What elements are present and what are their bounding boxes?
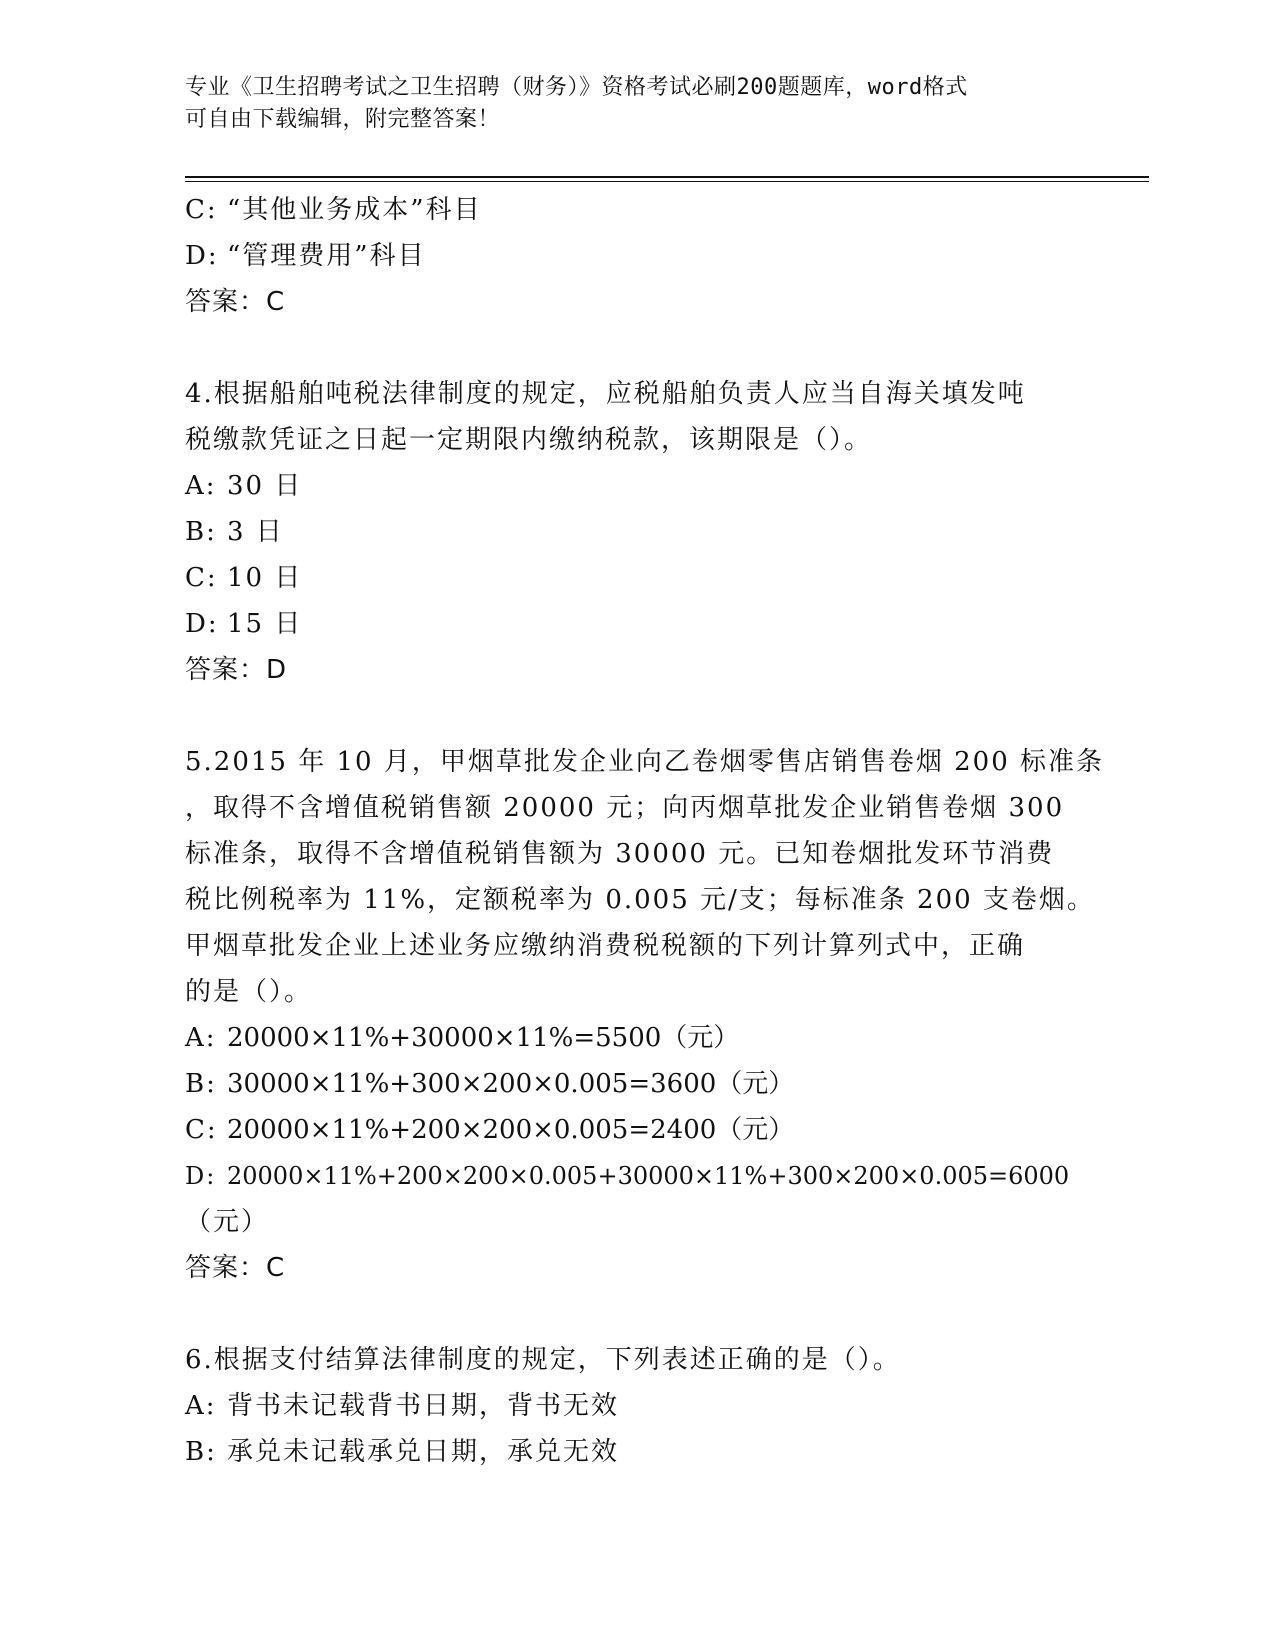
q4-option-c-text: 10 日 bbox=[227, 563, 303, 593]
q4-option-c bbox=[185, 555, 1085, 601]
spacer bbox=[185, 693, 1085, 739]
q6-option-b-text: 承兑未记载承兑日期，承兑无效 bbox=[227, 1437, 620, 1467]
q5-option-d bbox=[185, 1153, 1085, 1199]
header-divider bbox=[185, 176, 1149, 182]
document-body bbox=[185, 187, 1105, 1475]
q5-option-d-continued: （元） bbox=[185, 1207, 270, 1237]
q6-option-a bbox=[185, 1383, 1085, 1429]
q3-option-c-text: “其他业务成本”科目 bbox=[227, 195, 482, 225]
q4-option-b-text: 3 日 bbox=[227, 517, 284, 547]
q5-option-d-label: D: bbox=[185, 1162, 217, 1190]
q6-stem-line1: 6.根据支付结算法律制度的规定，下列表述正确的是（）。 bbox=[185, 1345, 901, 1375]
q4-option-d bbox=[185, 601, 1085, 647]
q5-stem-line1: 5.2015 年 10 月，甲烟草批发企业向乙卷烟零售店销售卷烟 200 标准条 bbox=[185, 747, 1105, 777]
q3-option-c-label: C: bbox=[185, 195, 218, 225]
q4-option-a-text: 30 日 bbox=[227, 471, 303, 501]
q4-option-a bbox=[185, 463, 1085, 509]
q5-stem-line6: 的是（）。 bbox=[185, 977, 313, 1007]
q6-option-b-label: B: bbox=[185, 1437, 217, 1467]
q4-option-a-label: A: bbox=[185, 471, 217, 501]
q5-option-b-label: B: bbox=[185, 1069, 217, 1099]
q5-stem-line4: 税比例税率为 11%，定额税率为 0.005 元/支；每标准条 200 支卷烟。 bbox=[185, 885, 1095, 915]
q3-option-d-text: “管理费用”科目 bbox=[227, 241, 426, 271]
q3-answer: 答案：C bbox=[185, 287, 286, 317]
q4-option-c-label: C: bbox=[185, 563, 218, 593]
q4-stem-line1: 4.根据船舶吨税法律制度的规定，应税船舶负责人应当自海关填发吨 bbox=[185, 379, 1026, 409]
q5-answer: 答案：C bbox=[185, 1253, 286, 1283]
q4-answer: 答案：D bbox=[185, 655, 288, 685]
q5-option-d-text: 20000×11%+200×200×0.005+30000×11%+300×200×0.005=6000 bbox=[227, 1162, 1070, 1190]
q5-option-a-label: A: bbox=[185, 1023, 217, 1053]
q4-option-b bbox=[185, 509, 1085, 555]
q3-option-d bbox=[185, 233, 1085, 279]
q5-option-c-text: 20000×11%+200×200×0.005=2400（元） bbox=[227, 1115, 795, 1145]
q4-option-d-label: D: bbox=[185, 609, 219, 639]
header-title-line1: 专业《卫生招聘考试之卫生招聘（财务）》资格考试必刷200题题库，word格式 bbox=[185, 75, 968, 100]
document-header bbox=[185, 72, 1085, 136]
q4-option-d-text: 15 日 bbox=[227, 609, 303, 639]
q5-stem-line2: ，取得不含增值税销售额 20000 元；向丙烟草批发企业销售卷烟 300 bbox=[185, 793, 1065, 823]
q5-option-c bbox=[185, 1107, 1085, 1153]
spacer bbox=[185, 325, 1085, 371]
header-title-line2: 可自由下载编辑，附完整答案！ bbox=[185, 107, 501, 132]
q4-stem-line2: 税缴款凭证之日起一定期限内缴纳税款，该期限是（）。 bbox=[185, 425, 873, 455]
q5-option-c-label: C: bbox=[185, 1115, 218, 1145]
q6-option-b bbox=[185, 1429, 1085, 1475]
q5-stem-line3: 标准条，取得不含增值税销售额为 30000 元。已知卷烟批发环节消费 bbox=[185, 839, 1055, 869]
q5-option-b-text: 30000×11%+300×200×0.005=3600（元） bbox=[227, 1069, 795, 1099]
q5-option-a bbox=[185, 1015, 1085, 1061]
q5-option-a-text: 20000×11%+30000×11%=5500（元） bbox=[227, 1023, 740, 1053]
q5-option-b bbox=[185, 1061, 1085, 1107]
q5-stem-line5: 甲烟草批发企业上述业务应缴纳消费税税额的下列计算列式中，正确 bbox=[185, 931, 1026, 961]
q6-option-a-text: 背书未记载背书日期，背书无效 bbox=[227, 1391, 620, 1421]
q3-option-d-label: D: bbox=[185, 241, 219, 271]
spacer bbox=[185, 1291, 1085, 1337]
q4-option-b-label: B: bbox=[185, 517, 217, 547]
q6-option-a-label: A: bbox=[185, 1391, 217, 1421]
q3-option-c bbox=[185, 187, 1085, 233]
